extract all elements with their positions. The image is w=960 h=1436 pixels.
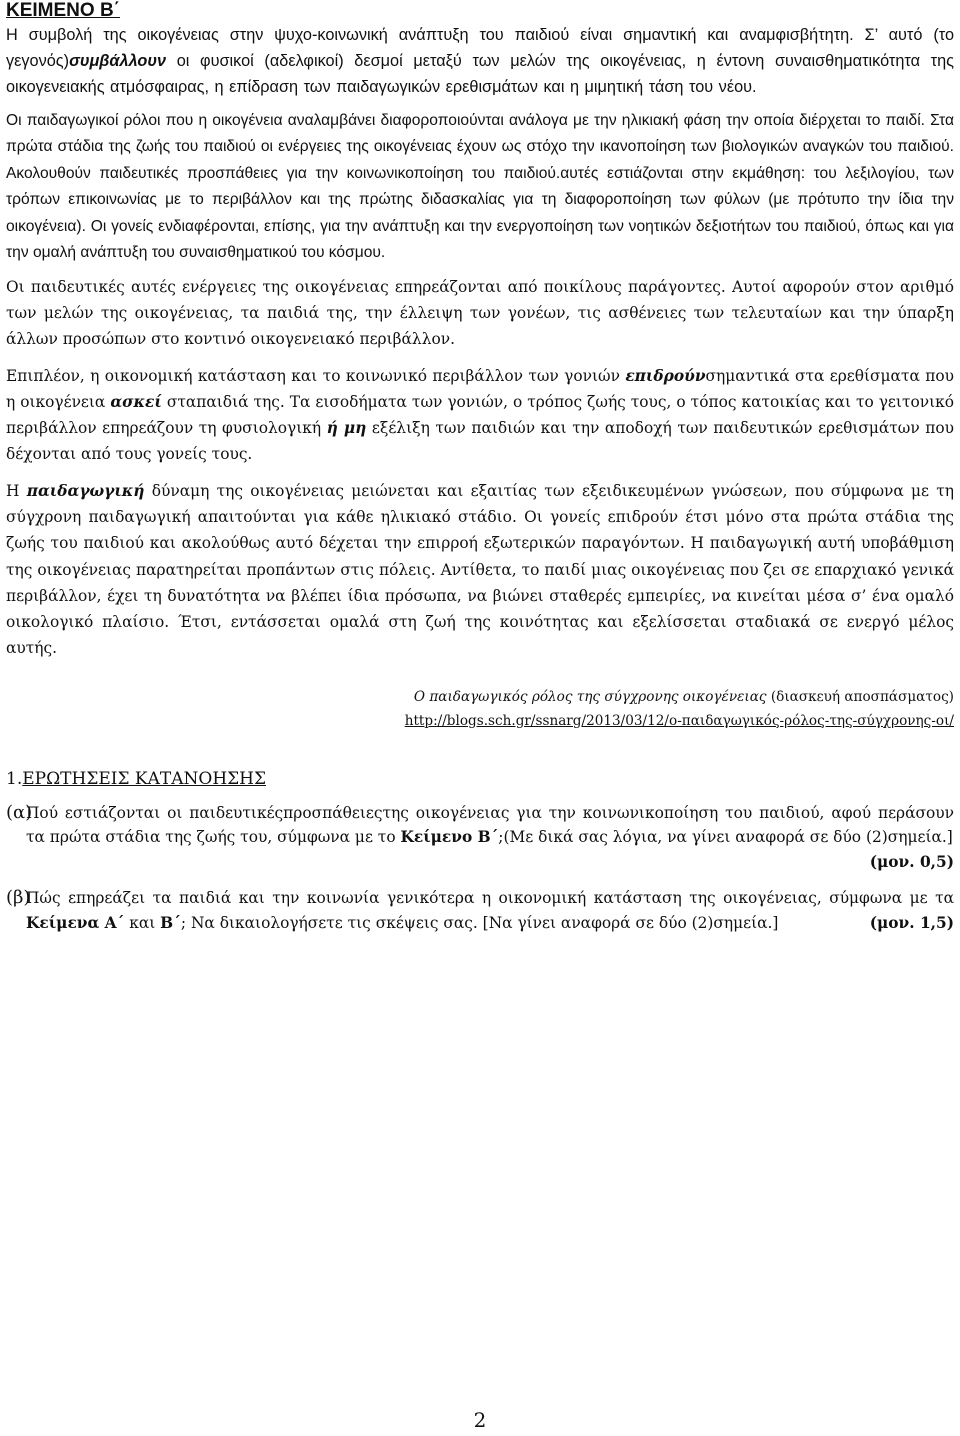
section-heading: [6, 767, 954, 791]
paragraph-4-text-4: εξέλιξη των παιδιών και την αποδοχή των παιδευτικών ερεθισμάτων που δέχονται από τους γονείς τους.: [6, 419, 954, 464]
paragraph-2: [6, 108, 954, 267]
question-a-text: [26, 801, 954, 875]
paragraph-1-text: Η συμβολή της οικογένειας στην ψυχο-κοινωνική ανάπτυξη του παιδιού είναι σημαντική και αναμφισβήτητη. Σ’ αυτό (το γεγονός): [6, 26, 954, 71]
question-a-body-end: ;(Με δικά σας λόγια, να γίνει αναφορά σε δύο (2)σημεία.]: [498, 828, 953, 847]
section-number: 1.: [6, 768, 23, 789]
paragraph-5-text-end: δύναμη της οικογένειας μειώνεται και εξαιτίας των εξειδικευμένων γνώσεων, που σύμφωνα με τη σύγχρονη παιδαγωγική απαιτούνται για κάθε ηλικιακό στάδιο. Οι γονείς επιδρούν έτσι μόνο στα πρώτα στάδια της ζωής του παιδιού και ακολούθως αυτό δέχεται την επιρροή εξωτερικών παραγόντων. Η παιδαγωγική αυτή υποβάθμιση της οικογένειας παρατηρείται προπάντων στις πόλεις. Αντίθετα, το παιδί μιας οικογένειας που ζει σε επαρχιακό γενικά περιβάλλον, έχει τη δυνατότητα να βλέπει ίδια πρόσωπα, να βιώνει σταθερές εμπειρίες, να κινείται μέσα σ’ ένα ομαλό οικολογικό πλαίσιο. Έτσι, εντάσσεται ομαλά στη ζωή της κοινότητας και εξελίσσεται σταδιακά σε ενεργό μέλος αυτής.: [6, 481, 954, 658]
question-b-points: (μον. 1,5): [869, 913, 954, 932]
paragraph-4-text: Επιπλέον, η οικονομική κατάσταση και το κοινωνικό περιβάλλον των γονιών: [6, 366, 626, 385]
source-line: [6, 685, 954, 709]
source-note: (διασκευή αποσπάσματος): [766, 688, 954, 705]
paragraph-4-text-3: σταπαιδιά της. Τα εισοδήματα των γονιών, ο τρόπος ζωής τους, ο τόπος κατοικίας και το γειτονικό περιβάλλον επηρεάζουν τη φυσιολογική: [6, 392, 954, 438]
question-b-ref-2: Β΄: [160, 913, 181, 932]
paragraph-2-sentence: Οι παιδαγωγικοί ρόλοι που η οικογένεια αναλαμβάνει διαφοροποιούνται ανάλογα με την ηλικιακή φάση την οποία διέρχεται το παιδί.: [6, 111, 926, 129]
question-b: [6, 886, 954, 935]
text-heading: ΚΕΙΜΕΝΟ Β΄: [6, 0, 120, 21]
document-page: [6, 0, 954, 935]
question-b-ref-1: Κείμενα Α΄: [26, 913, 125, 932]
question-a: [6, 801, 954, 875]
question-a-ref: Κείμενο Β΄: [400, 828, 499, 847]
paragraph-5-emphasis: παιδαγωγική: [26, 481, 145, 500]
paragraph-4: [6, 363, 954, 468]
paragraph-2-text: Στα πρώτα στάδια της ζωής του παιδιού οι ενέργειες της οικογένειας έχουν ως στόχο την ικανοποίηση των βιολογικών αναγκών του παιδιού. Ακολουθούν παιδευτικές προσπάθειες για την κοινωνικοποίηση του παιδιού.αυτές εστιάζονται στην εκμάθηση: του λεξιλογίου, των τρόπων επικοινωνίας με το περιβάλλον και της πρώτης διδασκαλίας για τη διαφοροποίηση των φύλων (με πρότυπο την ίδια την οικογένεια). Οι γονείς ενδιαφέρονται, επίσης, για την ανάπτυξη και την ενεργοποίηση των νοητικών δεξιοτήτων του παιδιού, όπως και για την ομαλή ανάπτυξη του συναισθηματικού του κόσμου.: [6, 111, 954, 262]
paragraph-4-text-2: σημαντικά στα ερεθίσματα που η οικογένεια: [6, 366, 954, 411]
section-label: ΕΡΩΤΗΣΕΙΣ ΚΑΤΑΝΟΗΣΗΣ: [22, 768, 267, 789]
question-b-text: [26, 886, 954, 935]
question-a-points: (μον. 0,5): [869, 852, 954, 871]
page-number: 2: [473, 1408, 487, 1432]
paragraph-1-emphasis: συμβάλλουν: [69, 52, 167, 71]
paragraph-5: [6, 478, 954, 662]
paragraph-5-text: Η: [6, 481, 27, 500]
question-b-body-end: ; Να δικαιολογήσετε τις σκέψεις σας. [Να γίνει αναφορά σε δύο (2)σημεία.]: [180, 913, 779, 932]
question-b-mark: (β): [6, 887, 31, 909]
paragraph-3: Οι παιδευτικές αυτές ενέργειες της οικογένειας επηρεάζονται από ποικίλους παράγοντες. Αυτοί αφορούν στον αριθμό των μελών της οικογένειας, τα παιδιά της, την έλλειψη των γονέων, τις ασθένειες των τελευταίων και την ύπαρξη άλλων προσώπων στο κοντινό οικογενειακό περιβάλλον.: [6, 277, 954, 349]
paragraph-1-text-end: οι φυσικοί (αδελφικοί) δεσμοί μεταξύ των μελών της οικογένειας, η έντονη συναισθηματικότητα της οικογενειακής ατμόσφαιρας, η επίδραση των παιδαγωγικών ερεθισμάτων και η μιμητική τάση του νέου.: [6, 52, 954, 97]
question-a-body: Πού εστιάζονται οι παιδευτικέςπροσπάθειεςτης οικογένειας για την κοινωνικοποίηση του παιδιού, αφού περάσουν τα πρώτα στάδια της ζωής του, σύμφωνα με το: [26, 803, 954, 847]
question-b-body: Πώς επηρεάζει τα παιδιά και την κοινωνία γενικότερα η οικονομική κατάσταση της οικογένειας, σύμφωνα με τα: [26, 889, 954, 908]
paragraph-1: [6, 22, 954, 101]
paragraph-4-emphasis-1: επιδρούν: [625, 366, 706, 385]
paragraph-4-emphasis-2: ασκεί: [110, 392, 162, 411]
source-url-link[interactable]: http://blogs.sch.gr/ssnarg/2013/03/12/ο-παιδαγωγικός-ρόλος-της-σύγχρονης-οι/: [404, 712, 954, 729]
question-a-mark: (α): [6, 801, 33, 823]
question-b-conj: και: [124, 913, 161, 932]
source-title: Ο παιδαγωγικός ρόλος της σύγχρονης οικογένειας: [413, 688, 767, 705]
source-citation: [6, 685, 954, 733]
paragraph-4-emphasis-3: ή μη: [326, 419, 367, 438]
